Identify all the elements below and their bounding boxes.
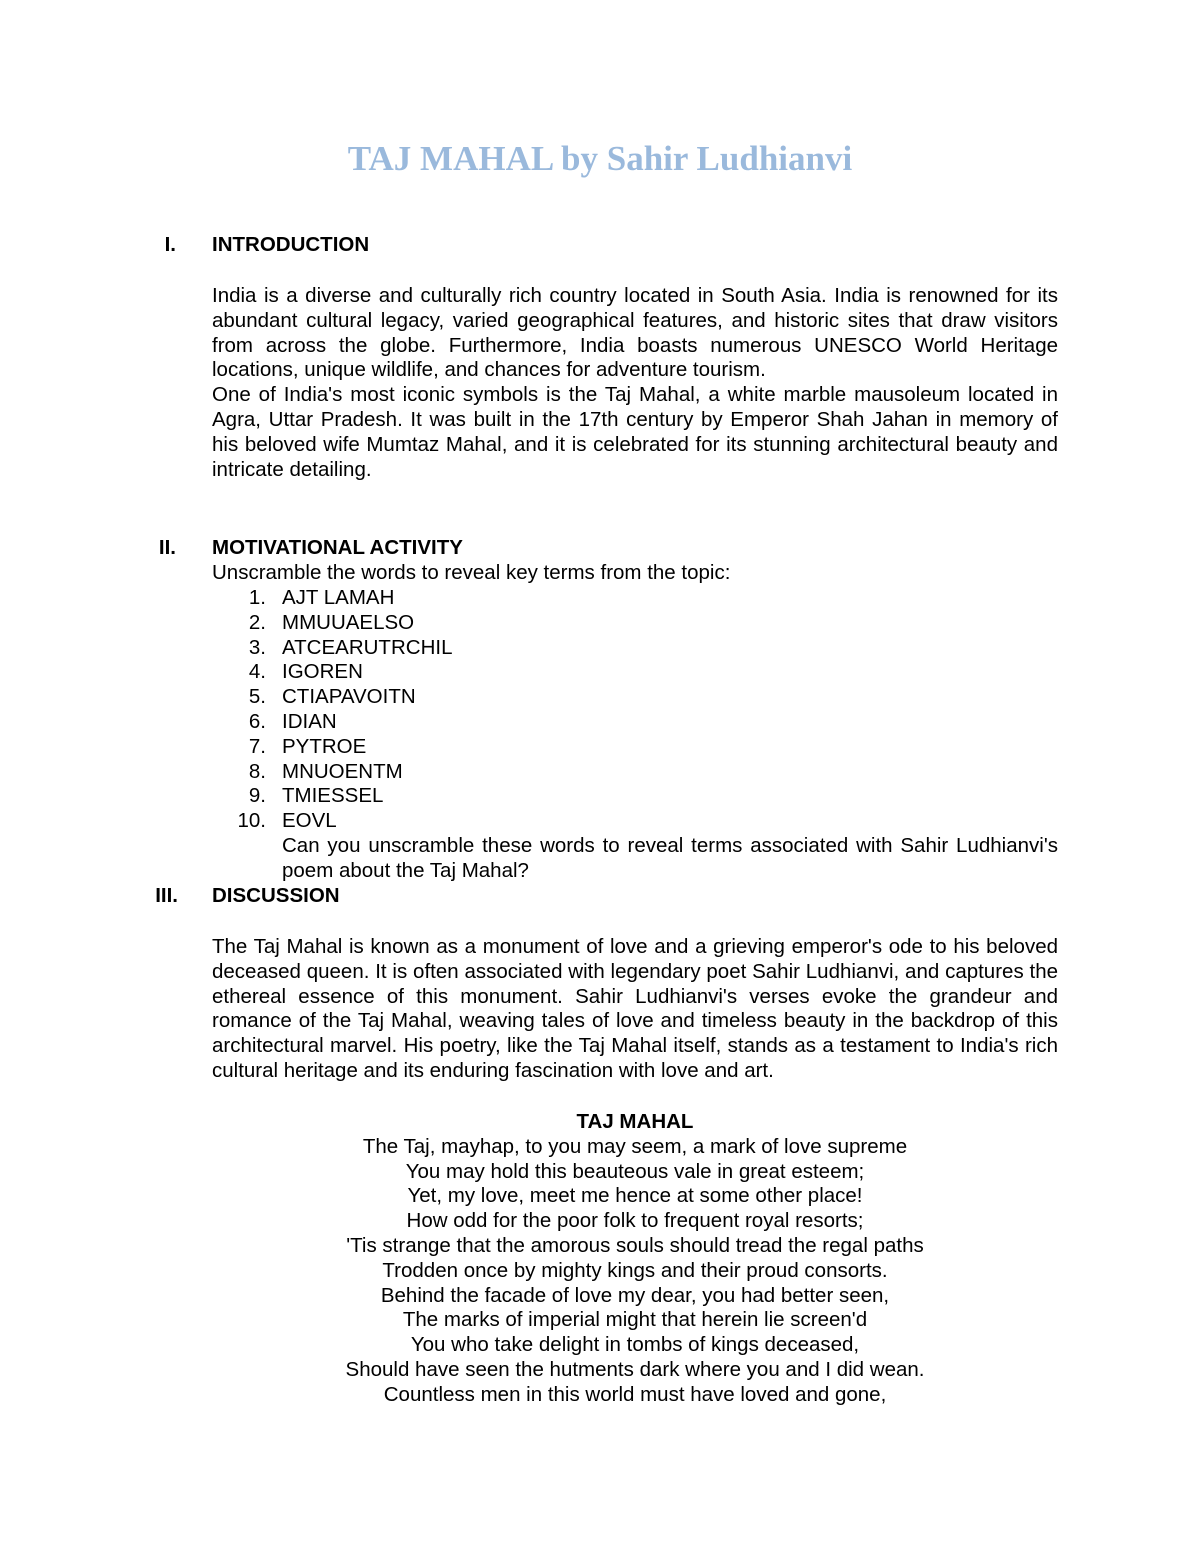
section-number: II. xyxy=(158,536,176,559)
section-number: III. xyxy=(155,884,178,907)
scrambled-word: PYTROE xyxy=(282,734,367,758)
activity-question: Can you unscramble these words to reveal terms associated with Sahir Ludhianvi's poem about the Taj Mahal? xyxy=(282,834,1058,882)
introduction-paragraph-1: India is a diverse and culturally rich country located in South Asia. India is renowned for its abundant cultural legacy, varied geographical features, and historic sites that draw visitors from across the globe. Furthermore, India boasts numerous UNESCO World Heritage locations, unique wildlife, and chances for adventure tourism. xyxy=(212,284,1058,382)
item-number: 5. xyxy=(248,685,266,709)
poem-line: The Taj, mayhap, to you may seem, a mark of love supreme xyxy=(362,1134,908,1158)
poem-line: The marks of imperial might that herein lie screen'd xyxy=(402,1308,868,1332)
scrambled-word: EOVL xyxy=(282,809,337,833)
item-number: 4. xyxy=(248,660,266,684)
section-title: INTRODUCTION xyxy=(212,233,370,256)
list-item xyxy=(212,586,1058,611)
poem-line: You may hold this beauteous vale in great esteem; xyxy=(405,1159,865,1183)
section-motivational-heading xyxy=(0,536,1200,561)
poem-line: Behind the facade of love my dear, you had better seen, xyxy=(380,1283,890,1307)
poem-title: TAJ MAHAL xyxy=(576,1110,694,1133)
poem xyxy=(0,1110,1200,1408)
item-number: 2. xyxy=(248,610,266,634)
list-item xyxy=(212,685,1058,710)
section-introduction-heading xyxy=(0,233,1200,258)
poem-line: Should have seen the hutments dark where you and I did wean. xyxy=(345,1357,925,1381)
section-number: I. xyxy=(164,233,176,256)
list-item xyxy=(212,611,1058,636)
poem-line: 'Tis strange that the amorous souls should tread the regal paths xyxy=(346,1233,924,1257)
poem-line: Trodden once by mighty kings and their proud consorts. xyxy=(382,1258,888,1282)
scrambled-word: AJT LAMAH xyxy=(282,586,395,609)
list-item xyxy=(212,784,1058,809)
discussion-paragraph: The Taj Mahal is known as a monument of love and a grieving emperor's ode to his beloved deceased queen. It is often associated with legendary poet Sahir Ludhianvi, and captures the ethereal essence of this monument. Sahir Ludhianvi's verses evoke the grandeur and romance of the Taj Mahal, weaving tales of love and timeless beauty in the backdrop of this architectural marvel. His poetry, like the Taj Mahal itself, stands as a testament to India's rich cultural heritage and its enduring fascination with love and art. xyxy=(212,935,1058,1082)
scrambled-word: ATCEARUTRCHIL xyxy=(282,635,453,659)
list-item xyxy=(212,809,1058,834)
introduction-paragraph-2: One of India's most iconic symbols is the Taj Mahal, a white marble mausoleum located in Agra, Uttar Pradesh. It was built in the 17th century by Emperor Shah Jahan in memory of his beloved wife Mumtaz Mahal, and it is celebrated for its stunning architectural beauty and intricate detailing. xyxy=(212,383,1058,481)
list-item xyxy=(212,760,1058,785)
scrambled-word: TMIESSEL xyxy=(282,784,384,808)
section-title: DISCUSSION xyxy=(212,884,340,907)
scrambled-word: MNUOENTM xyxy=(282,759,403,783)
activity-instruction: Unscramble the words to reveal key terms from the topic: xyxy=(212,561,731,584)
section-title: MOTIVATIONAL ACTIVITY xyxy=(212,536,463,559)
item-number: 3. xyxy=(248,635,266,659)
item-number: 6. xyxy=(248,709,266,733)
list-item xyxy=(212,735,1058,760)
list-item xyxy=(212,710,1058,735)
scrambled-word: IDIAN xyxy=(282,709,337,733)
scrambled-word: MMUUAELSO xyxy=(282,610,415,634)
item-number: 7. xyxy=(248,734,266,758)
document-title: TAJ MAHAL by Sahir Ludhianvi xyxy=(347,139,853,178)
item-number: 10. xyxy=(237,809,266,833)
item-number: 9. xyxy=(248,784,266,808)
scrambled-word: IGOREN xyxy=(282,660,363,684)
section-discussion-heading xyxy=(0,884,1200,909)
list-item xyxy=(212,636,1058,661)
scramble-list xyxy=(212,586,1058,834)
item-number: 8. xyxy=(248,759,266,783)
poem-line: Countless men in this world must have loved and gone, xyxy=(383,1382,887,1406)
poem-line: Yet, my love, meet me hence at some other place! xyxy=(407,1184,863,1208)
item-number: 1. xyxy=(248,586,266,609)
scrambled-word: CTIAPAVOITN xyxy=(282,685,416,709)
poem-line: How odd for the poor folk to frequent royal resorts; xyxy=(406,1209,864,1233)
list-item xyxy=(212,660,1058,685)
introduction-text xyxy=(212,284,1058,482)
poem-line: You who take delight in tombs of kings deceased, xyxy=(410,1333,860,1357)
